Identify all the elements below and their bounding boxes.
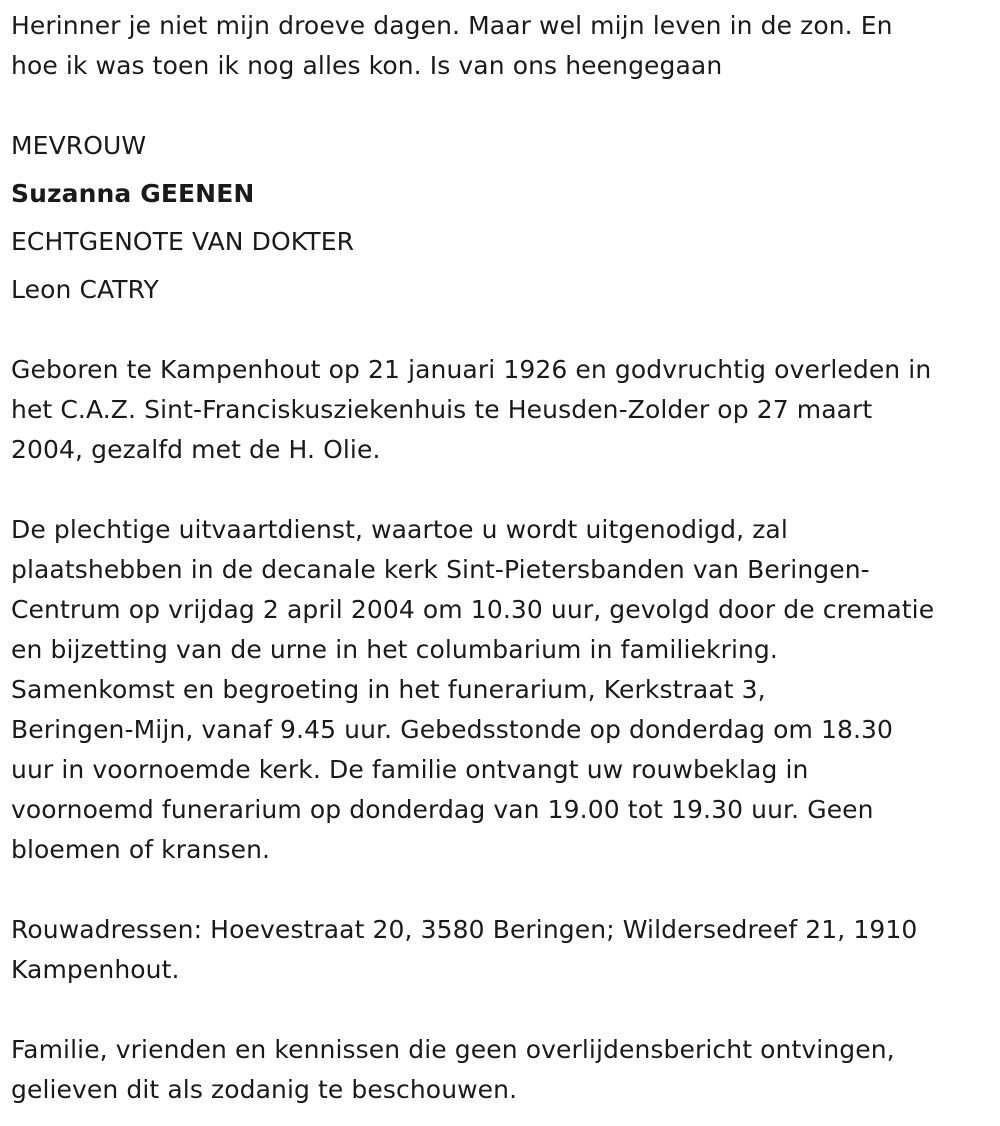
title-prefix: MEVROUW bbox=[11, 131, 147, 160]
spacer bbox=[11, 470, 988, 510]
spouse-title: ECHTGENOTE VAN DOKTER bbox=[11, 227, 355, 256]
poem-line: hoe ik was toen ik nog alles kon. Is van ons heengegaan bbox=[11, 51, 723, 80]
addresses-paragraph bbox=[11, 910, 988, 990]
deceased-name: Suzanna GEENEN bbox=[11, 179, 255, 208]
text-line: voornoemd funerarium op donderdag van 19.00 tot 19.30 uur. Geen bbox=[11, 795, 874, 824]
poem-line: Herinner je niet mijn droeve dagen. Maar wel mijn leven in de zon. En bbox=[11, 11, 893, 40]
funeral-paragraph bbox=[11, 510, 988, 870]
text-line: Rouwadressen: Hoevestraat 20, 3580 Beringen; Wildersedreef 21, 1910 bbox=[11, 915, 918, 944]
poem-paragraph bbox=[11, 6, 988, 86]
text-line: De plechtige uitvaartdienst, waartoe u wordt uitgenodigd, zal bbox=[11, 515, 788, 544]
birth-death-paragraph bbox=[11, 350, 988, 470]
notice-paragraph bbox=[11, 1030, 988, 1110]
text-line: Samenkomst en begroeting in het funerarium, Kerkstraat 3, bbox=[11, 675, 766, 704]
spacer bbox=[11, 990, 988, 1030]
text-line: Familie, vrienden en kennissen die geen overlijdensbericht ontvingen, bbox=[11, 1035, 895, 1064]
text-line: bloemen of kransen. bbox=[11, 835, 271, 864]
text-line: Beringen-Mijn, vanaf 9.45 uur. Gebedsstonde op donderdag om 18.30 bbox=[11, 715, 894, 744]
spouse-name: Leon CATRY bbox=[11, 275, 159, 304]
text-line: gelieven dit als zodanig te beschouwen. bbox=[11, 1075, 518, 1104]
text-line: plaatshebben in de decanale kerk Sint-Pietersbanden van Beringen- bbox=[11, 555, 870, 584]
spacer bbox=[11, 310, 988, 350]
text-line: Geboren te Kampenhout op 21 januari 1926 en godvruchtig overleden in bbox=[11, 355, 932, 384]
text-line: uur in voornoemde kerk. De familie ontvangt uw rouwbeklag in bbox=[11, 755, 809, 784]
text-line: 2004, gezalfd met de H. Olie. bbox=[11, 435, 381, 464]
text-line: Kampenhout. bbox=[11, 955, 180, 984]
text-line: Centrum op vrijdag 2 april 2004 om 10.30 uur, gevolgd door de crematie bbox=[11, 595, 935, 624]
spacer bbox=[11, 86, 988, 126]
text-line: het C.A.Z. Sint-Franciskusziekenhuis te Heusden-Zolder op 27 maart bbox=[11, 395, 873, 424]
deceased-header bbox=[11, 126, 988, 310]
text-line: en bijzetting van de urne in het columbarium in familiekring. bbox=[11, 635, 778, 664]
spacer bbox=[11, 870, 988, 910]
